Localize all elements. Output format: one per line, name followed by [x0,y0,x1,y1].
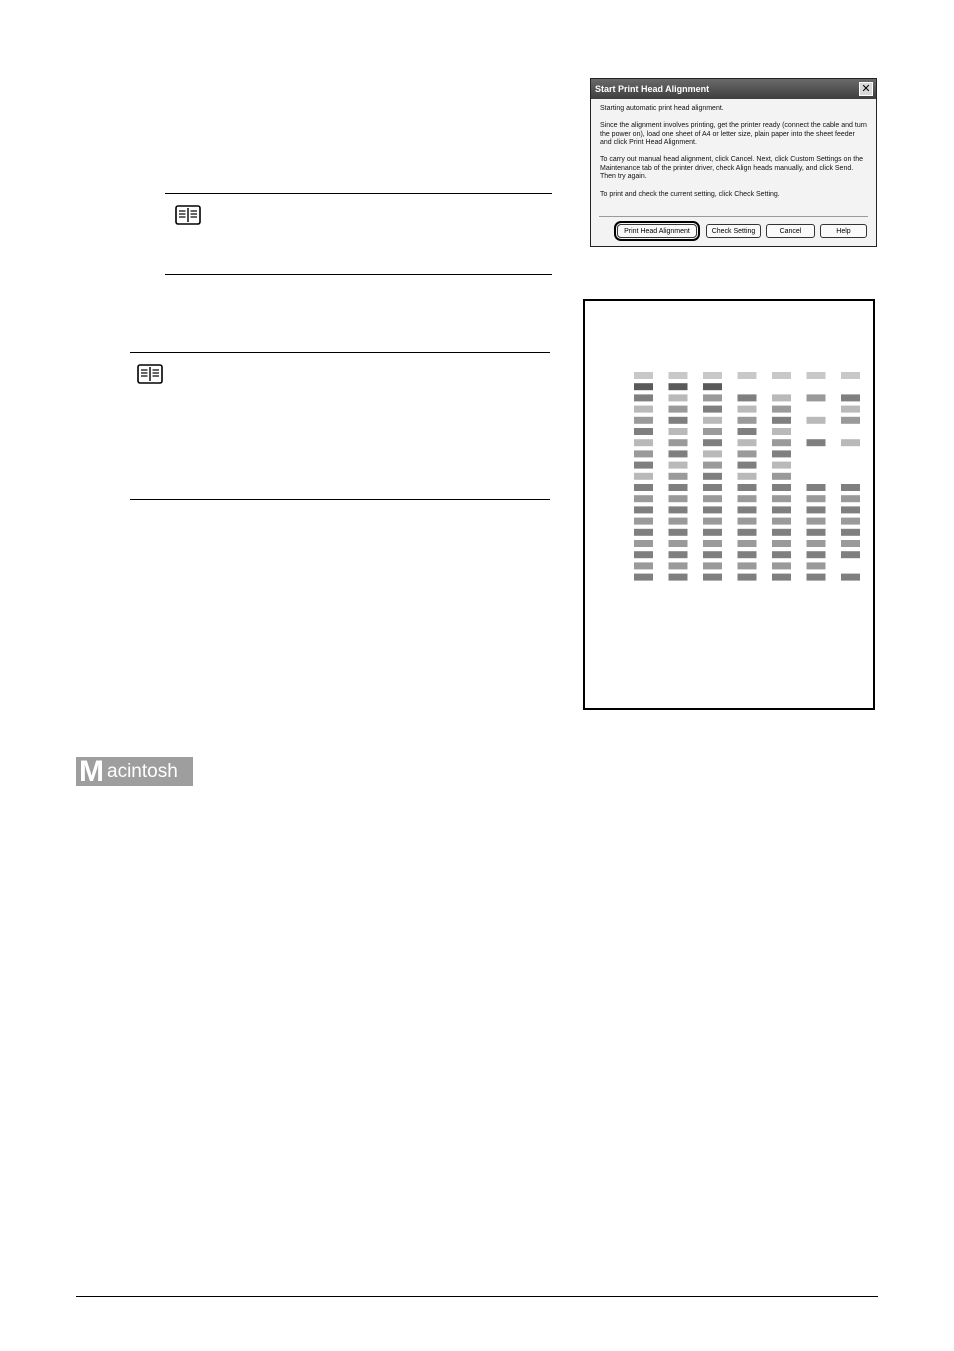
pattern-block [634,495,653,502]
pattern-block [807,372,826,379]
pattern-block [772,551,791,558]
pattern-block [772,529,791,536]
macintosh-initial: M [79,755,104,788]
pattern-block [738,428,757,435]
pattern-block [738,473,757,480]
pattern-block [738,394,757,401]
dialog-title: Start Print Head Alignment [591,79,876,99]
pattern-block [634,394,653,401]
note-rule-bottom-2 [130,499,550,500]
note-rule-top-1 [165,193,552,194]
pattern-block [703,551,722,558]
print-head-alignment-button[interactable]: Print Head Alignment [617,224,697,238]
pattern-block [738,506,757,513]
pattern-block [669,394,688,401]
pattern-block [703,529,722,536]
pattern-block [772,484,791,491]
pattern-block [634,506,653,513]
pattern-block [703,574,722,581]
pattern-block [703,394,722,401]
pattern-block [807,551,826,558]
pattern-block [841,551,860,558]
pattern-block [807,506,826,513]
dialog-separator [599,216,868,217]
pattern-block [841,372,860,379]
pattern-block [841,484,860,491]
pattern-block [703,417,722,424]
pattern-block [772,394,791,401]
pattern-block [703,540,722,547]
pattern-block [841,540,860,547]
pattern-block [634,439,653,446]
pattern-block [807,394,826,401]
pattern-block [669,540,688,547]
pattern-block [841,417,860,424]
pattern-block [807,529,826,536]
pattern-block [703,439,722,446]
pattern-block [772,518,791,525]
pattern-block [841,518,860,525]
pattern-block [669,450,688,457]
pattern-block [841,406,860,413]
pattern-block [841,574,860,581]
pattern-block [703,562,722,569]
pattern-block [772,406,791,413]
help-button[interactable]: Help [820,224,867,238]
pattern-block [669,562,688,569]
pattern-block [703,383,722,390]
pattern-block [703,450,722,457]
pattern-block [841,495,860,502]
dialog-paragraph-2: Since the alignment involves printing, get the printer ready (connect the cable and turn the power on), load one sheet of A4 or letter size, plain paper into the sheet feeder and click Print Head Alignment. [600,122,867,146]
pattern-block [634,450,653,457]
pattern-block [738,540,757,547]
pattern-block [772,450,791,457]
pattern-block [807,484,826,491]
alignment-pattern-sheet [583,299,875,710]
pattern-block [634,529,653,536]
pattern-block [738,551,757,558]
pattern-block [738,529,757,536]
pattern-block [669,372,688,379]
cancel-button[interactable]: Cancel [766,224,815,238]
pattern-block [634,551,653,558]
pattern-block [634,383,653,390]
pattern-block [841,529,860,536]
pattern-block [772,540,791,547]
check-setting-button[interactable]: Check Setting [706,224,761,238]
pattern-block [669,574,688,581]
pattern-block [634,406,653,413]
pattern-block [634,372,653,379]
pattern-block [669,417,688,424]
pattern-block [738,562,757,569]
pattern-block [738,462,757,469]
macintosh-heading [76,757,193,786]
pattern-block [634,562,653,569]
footer-rule [76,1296,878,1297]
pattern-block [703,484,722,491]
pattern-block [703,518,722,525]
pattern-block [772,506,791,513]
pattern-block [669,495,688,502]
pattern-block [807,495,826,502]
book-note-icon [175,205,201,225]
pattern-block [634,462,653,469]
pattern-block [738,406,757,413]
pattern-block [669,428,688,435]
pattern-block [738,372,757,379]
pattern-block [669,439,688,446]
pattern-block [669,506,688,513]
pattern-block [772,417,791,424]
macintosh-rest: acintosh [107,761,178,782]
pattern-block [772,473,791,480]
dialog-paragraph-4: To print and check the current setting, click Check Setting. [600,191,780,198]
pattern-block [669,484,688,491]
pattern-block [634,473,653,480]
pattern-block [738,484,757,491]
pattern-block [738,518,757,525]
dialog-paragraph-3: To carry out manual head alignment, click Cancel. Next, click Custom Settings on the Maintenance tab of the printer driver, check Align heads manually, and click Send. Then try again. [600,156,864,180]
pattern-block [703,506,722,513]
pattern-block [807,574,826,581]
note-rule-top-2 [130,352,550,353]
pattern-block [772,439,791,446]
pattern-block [772,462,791,469]
dialog-line-1: Starting automatic print head alignment. [600,105,724,112]
pattern-block [634,540,653,547]
pattern-block [807,518,826,525]
pattern-block [772,495,791,502]
pattern-block [738,450,757,457]
pattern-block [772,562,791,569]
pattern-block [634,518,653,525]
close-icon[interactable]: ✕ [859,82,873,96]
pattern-block [669,529,688,536]
pattern-block [703,428,722,435]
pattern-block [841,506,860,513]
pattern-block [634,428,653,435]
pattern-block [669,462,688,469]
pattern-block [669,551,688,558]
pattern-block [772,372,791,379]
pattern-block [634,417,653,424]
pattern-block [738,417,757,424]
pattern-block [634,574,653,581]
pattern-block [772,428,791,435]
pattern-block [738,439,757,446]
pattern-block [703,462,722,469]
pattern-block [738,574,757,581]
start-print-head-alignment-dialog [590,78,877,247]
pattern-block [669,406,688,413]
pattern-block [807,562,826,569]
pattern-block [738,495,757,502]
pattern-block [807,417,826,424]
pattern-block [703,495,722,502]
pattern-block [772,574,791,581]
pattern-block [669,473,688,480]
pattern-block [669,383,688,390]
note-rule-bottom-1 [165,274,552,275]
pattern-block [703,372,722,379]
pattern-block [807,540,826,547]
alignment-pattern [585,301,873,708]
pattern-block [669,518,688,525]
pattern-block [703,473,722,480]
pattern-block [807,439,826,446]
pattern-block [703,406,722,413]
pattern-block [841,394,860,401]
pattern-block [634,484,653,491]
book-note-icon [137,364,163,384]
pattern-block [841,439,860,446]
